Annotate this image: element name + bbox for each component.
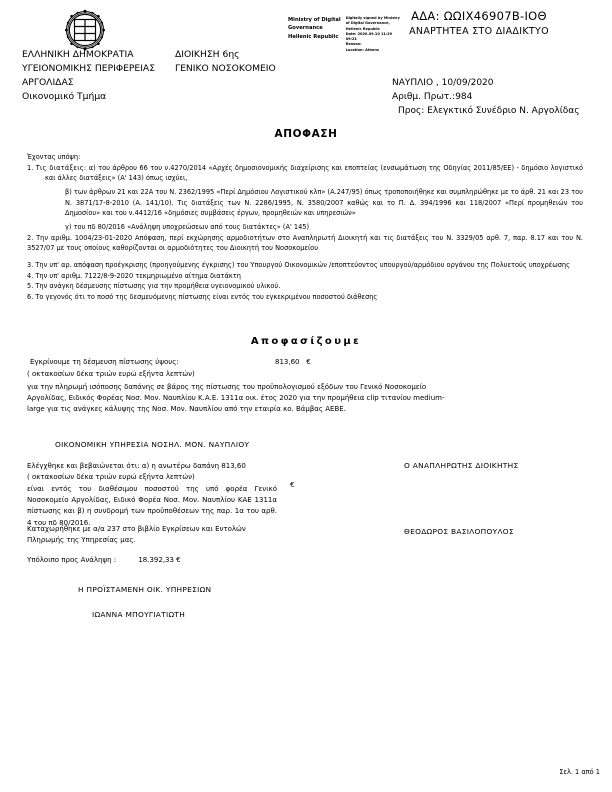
verification-line-4: Καταχωρήθηκε με α/α 237 στο βιβλίο Εγκρίσεων και Εντολών Πληρωμής της Υπηρεσίας μας. (27, 525, 246, 545)
legal-item-1-intro: Τις διατάξεις: (35, 163, 87, 172)
ada-code: ΑΔΑ: ΩΩΙΧ46907Β-ΙΟΘ (411, 9, 547, 23)
org-line-general-hospital: ΓΕΝΙΚΟ ΝΟΣΟΚΟΜΕΙΟ (175, 62, 276, 74)
euro-symbol-icon: € (306, 358, 311, 366)
signature-left-title: Η ΠΡΟΪΣΤΑΜΕΝΗ ΟΙΚ. ΥΠΗΡΕΣΙΩΝ (78, 585, 212, 594)
legal-item-4: 4. Την υπ' αριθμ. 7122/8-9-2020 τεκμηριωμένο αίτημα διατάκτη (27, 271, 241, 280)
stamp-detail-line-2: of Digital Governance, (345, 21, 390, 26)
organisation-left-block (22, 48, 155, 104)
legal-item-1-label: 1. (27, 163, 34, 172)
verification-line-3: είναι εντός του διαθέσιμου ποσοστού της υπό φορέα Γενικό Νοσοκομείο Αργολίδας, Ειδικό Φορέα Νοσ. Μον. Ναυπλίου ΚΑΕ 1311α πίστωσης και β) η συνδρομή των προϋποθέσεων της παρ. 1α του αρθ. 4 του πδ 80/2016. (27, 484, 277, 527)
legal-item-2: 2. Την αριθμ. 1004/23-01-2020 Απόφαση, περί εκχώρησης αρμοδιοτήτων στο Αναπληρωτή Διοικητή και τις διατάξεις του Ν. 3329/05 αρθ. 7, παρ. 8.17 και του Ν. 3527/07 με τους οποίους καθορίζονται οι αρμοδιότητες του Διοικητή του Νοσοκομείου (27, 233, 583, 253)
stamp-detail-line-3: Hellenic Republic (345, 26, 380, 31)
approval-label: Εγκρίνουμε τη δέσμευση πίστωσης ύψους: (30, 358, 179, 366)
approved-amount-in-words: ( οκτακοσίων δέκα τριών ευρώ εξήντα λεπτών) (27, 370, 195, 378)
org-line-administration: ΔΙΟΙΚΗΣΗ 6ης (175, 49, 240, 60)
signature-right-name: ΘΕΟΔΩΡΟΣ ΒΑΣΙΛΟΠΟΥΛΟΣ (404, 527, 514, 536)
purpose-line-1: για την πληρωμή ισόποσης δαπάνης σε βάρος της πίστωσης του προϋπολογισμού εξόδων του Γενικό Νοσοκομείο (27, 383, 427, 391)
signature-right-title: Ο ΑΝΑΠΛΗΡΩΤΗΣ ΔΙΟΙΚΗΤΗΣ (404, 461, 519, 470)
org-line-hellenic-republic: ΕΛΛΗΝΙΚΗ ΔΗΜΟΚΡΑΤΙΑ (22, 49, 134, 60)
financial-service-verification (27, 461, 277, 529)
financial-service-title: ΟΙΚΟΝΟΜΙΚΗ ΥΠΗΡΕΣΙΑ ΝΟΣΗΛ. ΜΟΝ. ΝΑΥΠΛΙΟΥ (55, 440, 250, 449)
approved-amount: 813,60 (275, 358, 300, 366)
org-line-argolida: ΑΡΓΟΛΙΔΑΣ (22, 76, 74, 88)
legal-item-1a: α) του άρθρου 66 του ν.4270/2014 «Αρχές δημοσιονομικής διαχείρισης και εποπτείας (ενσωμάτωση της Οδηγίας 2011/85/ΕΕ) - δημόσιο λογιστικό και άλλες διατάξεις» (Α' 143) όπως ισχύει, (45, 163, 583, 183)
stamp-detail-line-6: Reason: (345, 42, 362, 47)
place-and-date-block (392, 76, 494, 105)
purpose-line-2: Αργολίδας, Ειδικός Φορέας Νοσ. Μον. Ναυπλίου Κ.Α.Ε. 1311α οικ. έτος 2020 για την προμήθεια clip τιτανίου medium- (27, 394, 445, 403)
legal-item-5: 5. Την ανάγκη δέσμευσης πίστωσης για την προμήθεια υγειονομικού υλικού. (27, 282, 281, 291)
remaining-balance-value: 18.392,33 € (138, 556, 181, 564)
verification-line-2: ( οκτακοσίων δέκα τριών ευρώ εξήντα λεπτών) (27, 473, 195, 482)
stamp-detail-line-7: Location: Athens (345, 47, 379, 52)
purpose-line-3: large για τις ανάγκες κάλυψης της Νοσ. Μον. Ναυπλίου από την εταιρία κο. Βάμβας ΑΕΒΕ. (27, 405, 346, 414)
decision-heading: Αποφασίζουμε (250, 336, 362, 347)
recipient-line: Προς: Ελεγκτικό Συνέδριο Ν. Αργολίδας (398, 106, 580, 116)
verification-line-1: Ελέγχθηκε και βεβαιώνεται ότι: α) η ανωτέρω δαπάνη 813,60 (27, 462, 246, 470)
stamp-detail-line-5: 09:21 (345, 37, 357, 41)
org-line-financial-department: Οικονομικό Τμήμα (22, 90, 107, 102)
stamp-detail-line-4: Date: 2020.09.10 11:29 (345, 31, 393, 36)
organisation-right-block (175, 48, 276, 76)
publication-notice: ΑΝΑΡΤΗΤΕΑ ΣΤΟ ΔΙΑΔΙΚΤΥΟ (409, 26, 549, 37)
preamble-text: Έχοντας υπόψη: (27, 153, 81, 161)
remaining-balance-label: Υπόλοιπο προς Ανάληψη : (27, 556, 117, 564)
hellenic-republic-coat-of-arms-icon (62, 6, 108, 54)
legal-item-1c: γ) του πδ 80/2016 «Ανάληψη υποχρεώσεων από τους διατάκτες» (Α' 145) (65, 223, 310, 232)
page-footer: Σελ. 1 από 1 (559, 768, 600, 776)
legal-item-6: 6. Το γεγονός ότι το ποσό της δεσμευόμενης πίστωσης είναι εντός του εγκεκριμένου ποσοστού διάθεσης (27, 293, 378, 302)
legal-item-1 (27, 163, 583, 184)
approved-amount-group (275, 358, 311, 366)
registration-note (27, 524, 277, 547)
document-title: ΑΠΟΦΑΣΗ (274, 128, 338, 140)
legal-item-1b: β) των άρθρων 21 και 22Α του Ν. 2362/1995 «Περί Δημόσιου Λογιστικού κλπ» (Α.247/95) όπως τροποποιήθηκε και συμπληρώθηκε με το άρθ. 21 και 23 του Ν. 3871/17-8-2010 (Α. 141/10). Τις διατάξεις των Ν. 2286/1995, Ν. 3580/2007 καθώς και το Π. Δ. 394/1996 και 118/2007 «Περί προμηθειών του Δημοσίου» και του ν.4412/16 «δημόσιες συμβάσεις έργων, προμηθειών και υπηρεσιών» (65, 188, 583, 218)
expenditure-purpose (27, 382, 583, 415)
approval-row (30, 358, 590, 366)
stamp-detail-line-1: Digitally signed by Ministry (345, 16, 400, 20)
signature-left-name: ΙΩΑΝΝΑ ΜΠΟΥΓΙΑΤΙΩΤΗ (92, 610, 186, 619)
protocol-number: Αριθμ. Πρωτ.:984 (392, 92, 473, 103)
legal-item-3: 3. Την υπ' αρ. απόφαση προέγκρισης (προηγούμενης έγκρισης) του Υπουργού Οικονομικών /εποπτεύοντος υπουργού/αρμόδιου οργάνου της Πολυετούς υποχρέωσης (27, 261, 570, 270)
remaining-balance-row (27, 556, 181, 564)
stamp-ministry-line-2: Governance (288, 25, 323, 32)
stamp-ministry-line-3: Hellenic Republic (288, 33, 339, 40)
place-date: ΝΑΥΠΛΙΟ , 10/09/2020 (392, 78, 494, 88)
org-line-health-region: ΥΓΕΙΟΝΟΜΙΚΗΣ ΠΕΡΙΦΕΡΕΙΑΣ (22, 62, 156, 74)
verification-euro-symbol-icon: € (290, 481, 295, 489)
legal-body (27, 152, 583, 303)
stamp-ministry-line-1: Ministry of Digital (288, 17, 341, 23)
